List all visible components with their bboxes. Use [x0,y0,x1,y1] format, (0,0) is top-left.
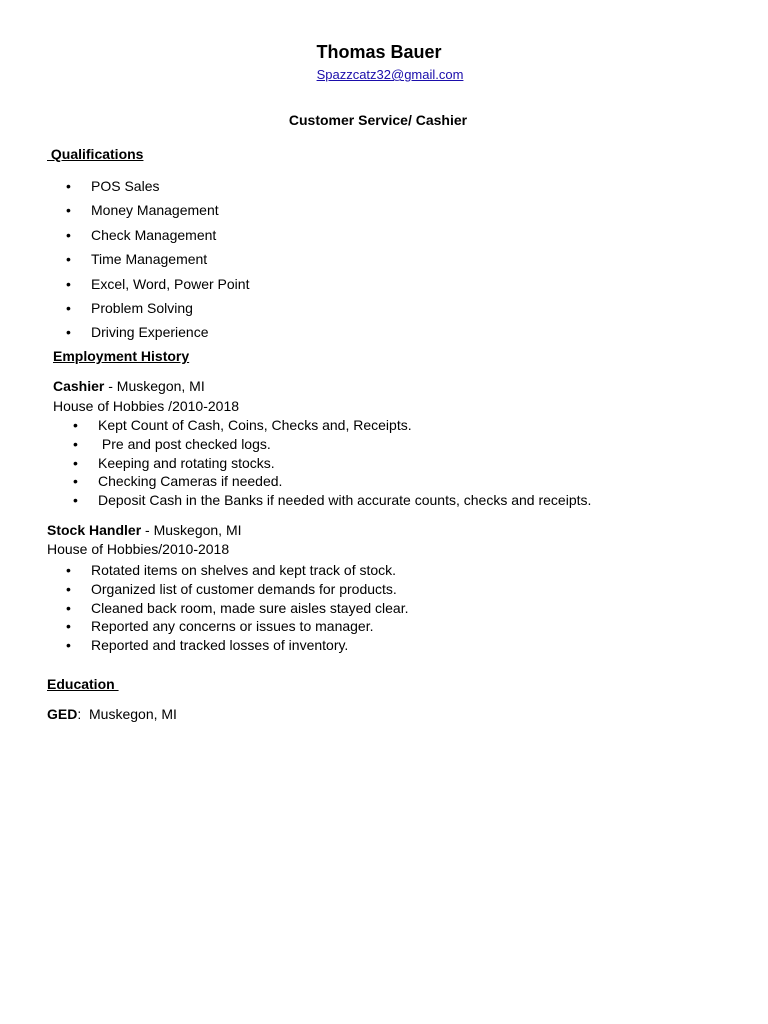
list-item [0,580,409,599]
duty-text: Pre and post checked logs. [98,435,271,452]
qualification-text: Check Management [91,226,217,243]
duty-text: Rotated items on shelves and kept track of stock. [91,562,397,578]
bullet-icon: • [66,637,71,654]
education-heading: Education [47,676,119,692]
bullet-icon: • [73,473,78,490]
bullet-icon: • [66,324,71,341]
email-link[interactable]: Spazzcatz32@gmail.com [316,67,464,82]
job-duties-list [0,561,409,655]
degree: GED [47,706,78,722]
applicant-name: Thomas Bauer [316,42,442,62]
bullet-icon: • [66,580,71,597]
bullet-icon: • [66,618,71,635]
job-location: - Muskegon, MI [141,522,242,538]
bullet-icon: • [66,562,71,578]
employment-heading: Employment History [53,348,190,364]
bullet-icon: • [66,202,71,219]
list-item [0,322,249,346]
bullet-icon: • [66,251,71,268]
qualification-text: Money Management [91,202,219,219]
job-location: - Muskegon, MI [104,378,205,394]
duty-text: Reported and tracked losses of inventory. [91,637,349,654]
list-item [0,274,249,298]
job-title: Stock Handler [47,522,142,538]
list-item [0,617,409,636]
employer-line: House of Hobbies/2010-2018 [47,541,230,557]
employer-line: House of Hobbies /2010-2018 [53,398,240,414]
qualification-text: POS Sales [91,178,160,194]
list-item [0,200,249,224]
qualification-text: Excel, Word, Power Point [91,275,250,292]
list-item [0,636,409,655]
duty-text: Organized list of customer demands for products. [91,580,397,597]
education-entry [47,706,177,722]
list-item [0,298,249,322]
list-item [0,472,591,491]
list-item [0,454,591,473]
list-item [0,491,591,510]
duty-text: Cleaned back room, made sure aisles stayed clear. [91,599,409,616]
list-item [0,249,249,273]
bullet-icon: • [73,492,78,509]
qualification-text: Problem Solving [91,299,193,316]
list-item [0,225,249,249]
bullet-icon: • [73,435,78,452]
bullet-icon: • [66,178,71,194]
duty-text: Checking Cameras if needed. [98,473,283,490]
duty-text: Kept Count of Cash, Coins, Checks and, Receipts. [98,417,412,433]
job-title-line [47,522,242,538]
bullet-icon: • [66,275,71,292]
duty-text: Reported any concerns or issues to manager. [91,618,374,635]
bullet-icon: • [73,454,78,471]
qualification-text: Driving Experience [91,324,209,341]
duty-text: Keeping and rotating stocks. [98,454,275,471]
qualifications-heading: Qualifications [47,146,144,162]
job-duties-list [0,416,591,510]
bullet-icon: • [66,226,71,243]
list-item [0,599,409,618]
list-item [0,435,591,454]
job-title: Cashier [53,378,105,394]
bullet-icon: • [66,599,71,616]
bullet-icon: • [73,417,78,433]
duty-text: Deposit Cash in the Banks if needed with accurate counts, checks and receipts. [98,492,592,509]
qualifications-list [0,176,249,347]
bullet-icon: • [66,299,71,316]
qualification-text: Time Management [91,251,208,268]
list-item [0,561,409,580]
education-location: : Muskegon, MI [77,706,177,722]
list-item [0,416,591,435]
objective-title: Customer Service/ Cashier [288,112,468,128]
job-title-line [53,378,205,394]
list-item [0,176,249,200]
email-line [0,67,768,82]
